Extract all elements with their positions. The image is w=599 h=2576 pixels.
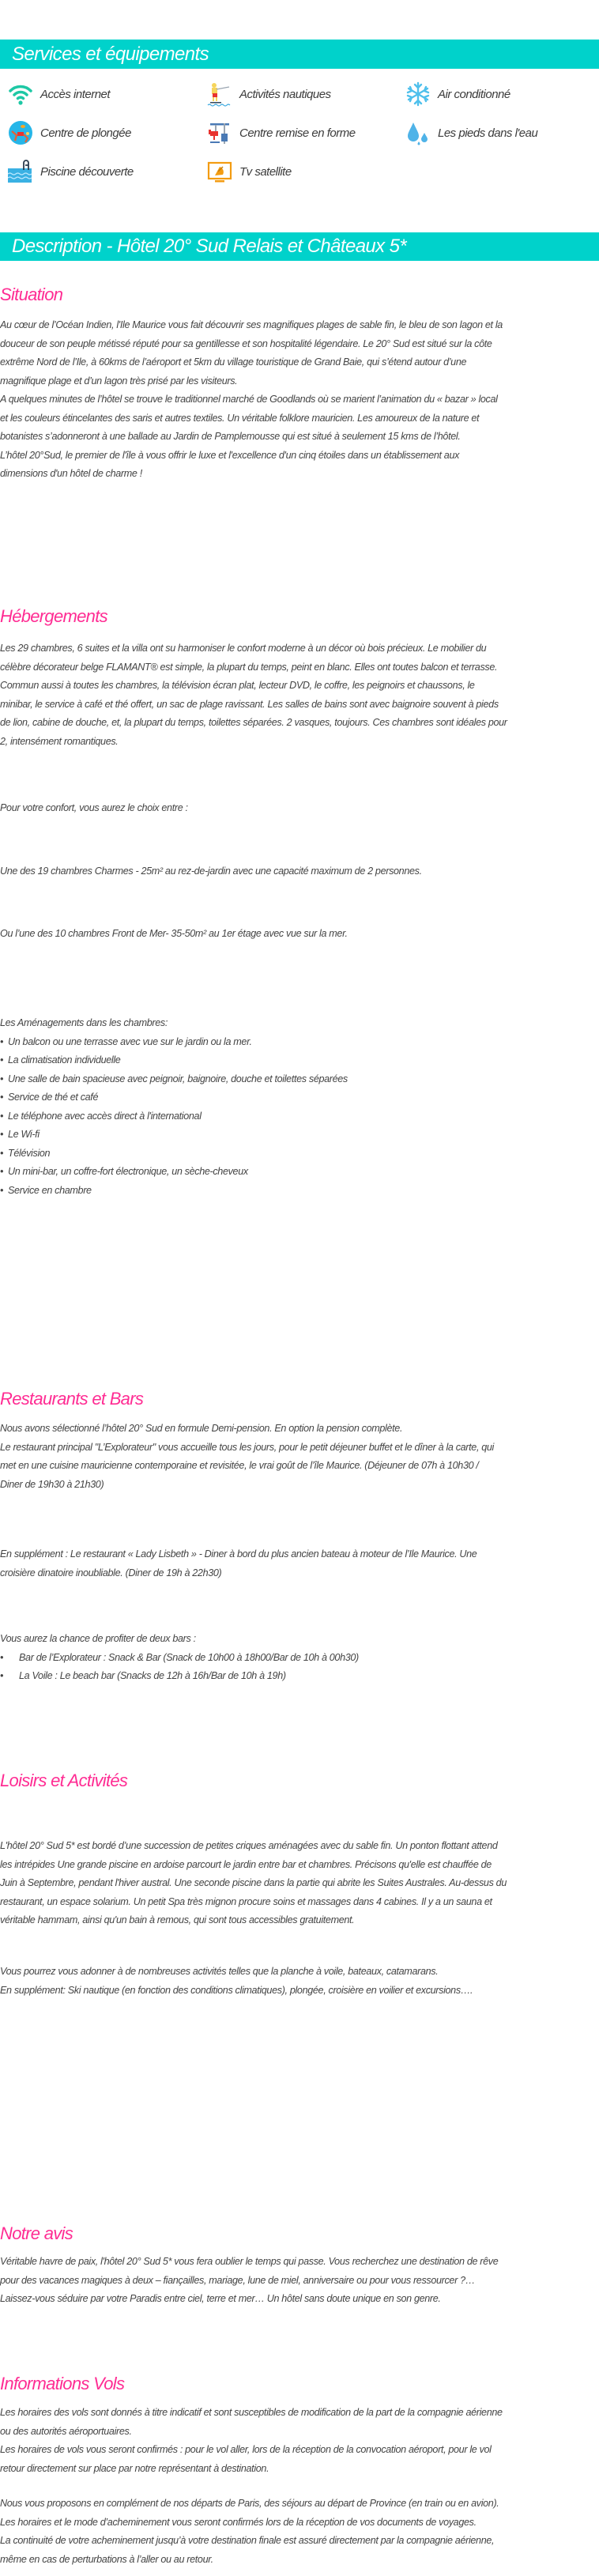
bullet-icon: • xyxy=(0,1054,4,1065)
loisirs-heading: Loisirs et Activités xyxy=(0,1771,128,1790)
bullet-icon: • xyxy=(0,1092,4,1103)
pool-icon xyxy=(8,159,33,184)
service-item-fitness xyxy=(207,120,356,145)
text-line: restaurant, un espace solarium. Un petit Spa très mignon procure soins et massages dans 4 cabines. Il y a un sauna et xyxy=(0,1895,492,1907)
text-line: et les couleurs étincelantes des saris et autres textiles. Un véritable folklore mauricien. Les amoureux de la nature et xyxy=(0,412,480,424)
text-line: En supplément: Ski nautique (en fonction des conditions climatiques), plongée, croisière en voilier et excursions…. xyxy=(0,1984,473,1996)
service-item-piscine xyxy=(8,159,134,184)
text-line: Les 29 chambres, 6 suites et la villa ont su harmoniser le confort moderne à un décor où bois précieux. Le mobilier du xyxy=(0,643,487,654)
text-line: ou des autorités aéroportuaires. xyxy=(0,2425,132,2437)
text-line: La continuité de votre acheminement jusqu’à votre destination finale est assuré directement par la compagnie aérienne, xyxy=(0,2535,495,2546)
services-header: Services et équipements xyxy=(0,40,599,69)
bullet-icon: • xyxy=(0,1147,4,1159)
bars-block xyxy=(0,1630,599,1686)
vols-text-a xyxy=(0,2404,599,2478)
bullet-icon: • xyxy=(0,1073,4,1084)
text-line: Juin à Septembre, pendant l'hiver austral. Une seconde piscine dans la partie qui abrite les Suites Australes. Au-dessus du xyxy=(0,1877,507,1888)
bars-intro: Vous aurez la chance de profiter de deux bars : xyxy=(0,1633,196,1644)
service-label: Centre de plongée xyxy=(40,126,131,140)
list-item: • Le téléphone avec accès direct à l'international xyxy=(0,1107,599,1126)
restaurants-heading: Restaurants et Bars xyxy=(0,1389,144,1409)
list-item: • La Voile : Le beach bar (Snacks de 12h à 16h/Bar de 10h à 19h) xyxy=(0,1667,599,1686)
list-item: • Un balcon ou une terrasse avec vue sur le jardin ou la mer. xyxy=(0,1033,599,1052)
water-drops-icon xyxy=(405,120,431,145)
service-label: Air conditionné xyxy=(438,87,510,101)
loisirs-text xyxy=(0,1837,599,1930)
text-line: retour directement sur place par notre représentant à destination. xyxy=(0,2462,269,2474)
hebergements-text xyxy=(0,639,599,751)
list-item: • La climatisation individuelle xyxy=(0,1051,599,1070)
list-item: • Bar de l’Explorateur : Snack & Bar (Snack de 10h00 à 18h00/Bar de 10h à 00h30) xyxy=(0,1649,599,1668)
text-line: magnifique plage et d’un lagon très prisé par les visiteurs. xyxy=(0,375,238,387)
text-line: met en une cuisine mauricienne contemporaine et revisitée, le vrai goût de l’île Maurice. (Déjeuner de 07h à 10h30 / xyxy=(0,1460,479,1471)
text-line: Les horaires de vols vous seront confirmés : pour le vol aller, lors de la réception de la convocation aéroport, pour le vol xyxy=(0,2444,492,2455)
text-line: véritable hammam, ainsi qu'un bain à remous, qui sont tous accessibles gratuitement. xyxy=(0,1914,355,1925)
bullet-icon: • xyxy=(0,1110,4,1122)
avis-text xyxy=(0,2253,599,2309)
vols-text-b xyxy=(0,2495,599,2569)
text-line: 2, intensément romantiques. xyxy=(0,735,119,747)
situation-heading: Situation xyxy=(0,285,63,304)
bars-list xyxy=(0,1649,599,1686)
room-front-de-mer: Ou l’une des 10 chambres Front de Mer- 35-50m² au 1er étage avec vue sur la mer. xyxy=(0,928,348,939)
list-item: • Une salle de bain spacieuse avec peignoir, baignoire, douche et toilettes séparées xyxy=(0,1070,599,1089)
text-line: même en cas de perturbations à l’aller ou au retour. xyxy=(0,2553,213,2565)
text-line: Laissez-vous séduire par votre Paradis entre ciel, terre et mer… Un hôtel sans doute unique en son genre. xyxy=(0,2293,441,2304)
text-line: L'hôtel 20° Sud 5* est bordé d’une succession de petites criques aménagées avec du sable fin. Un ponton flottant attend xyxy=(0,1840,498,1851)
text-line: célèbre décorateur belge FLAMANT® est simple, la plupart du temps, peint en blanc. Elles ont toutes balcon et terrasse. xyxy=(0,661,498,673)
text-line: Nous vous proposons en complément de nos départs de Paris, des séjours au départ de Province (en train ou en avion). xyxy=(0,2498,499,2509)
restaurants-supplement xyxy=(0,1545,599,1582)
description-header: Description - Hôtel 20° Sud Relais et Châteaux 5* xyxy=(0,232,599,261)
text-line: Les horaires et le mode d’acheminement vous seront confirmés lors de la réception de vos documents de voyages. xyxy=(0,2516,477,2528)
restaurants-text xyxy=(0,1420,599,1494)
service-item-internet xyxy=(8,81,110,107)
service-item-nautiques xyxy=(207,81,331,107)
snowflake-icon xyxy=(405,81,431,107)
diver-icon xyxy=(8,120,33,145)
text-line: Commun aussi à toutes les chambres, la télévision écran plat, lecteur DVD, le coffre, les peignoirs et chaussons, le xyxy=(0,680,475,691)
text-line: les intrépides Une grande piscine en ardoise parcourt le jardin entre bar et chambres. Précisons qu'elle est chauffée de xyxy=(0,1858,492,1870)
water-ski-icon xyxy=(207,81,232,107)
amenities-title: Les Aménagements dans les chambres: xyxy=(0,1017,168,1028)
bullet-icon: • xyxy=(0,1184,4,1196)
bullet-icon: • xyxy=(0,1166,4,1177)
satellite-tv-icon xyxy=(207,159,232,184)
text-line: Véritable havre de paix, l'hôtel 20° Sud 5* vous fera oublier le temps qui passe. Vous recherchez une destination de rêve xyxy=(0,2256,499,2267)
list-item: • Service en chambre xyxy=(0,1182,599,1201)
service-label: Tv satellite xyxy=(239,164,292,179)
list-item: • Service de thé et café xyxy=(0,1088,599,1107)
service-label: Accès internet xyxy=(40,87,111,101)
text-line: de lion, cabine de douche, et, la plupart du temps, toilettes séparées. 2 vasques, toujours. Ces chambres sont idéales pour xyxy=(0,717,507,728)
list-item: • Un mini-bar, un coffre-fort électronique, un sèche-cheveux xyxy=(0,1163,599,1182)
text-line: extrême Nord de l’Ile, à 60kms de l’aéroport et 5km du village touristique de Grand Baie, qui s’étend autour d’une xyxy=(0,356,467,368)
loisirs-activities xyxy=(0,1963,599,2000)
service-item-tv-satellite xyxy=(207,159,292,184)
text-line: croisière dinatoire inoubliable. (Diner de 19h à 22h30) xyxy=(0,1567,222,1578)
text-line: Les horaires des vols sont donnés à titre indicatif et sont susceptibles de modification de la part de la compagnie aérienne xyxy=(0,2407,503,2418)
text-line: pour des vacances magiques à deux – fiançailles, mariage, lune de miel, anniversaire ou pour vous ressourcer ?… xyxy=(0,2274,475,2286)
text-line: botanistes s’adonneront à une ballade au Jardin de Pamplemousse qui est situé à seulement 15 kms de l’hôtel. xyxy=(0,431,461,442)
text-line: Le restaurant principal "L’Explorateur" vous accueille tous les jours, pour le petit déjeuner buffet et le dîner à la carte, qui xyxy=(0,1441,495,1453)
text-line: Au cœur de l’Océan Indien, l'Ile Maurice vous fait découvrir ses magnifiques plages de sable fin, le bleu de son lagon et la xyxy=(0,319,503,330)
text-line: Diner de 19h30 à 21h30) xyxy=(0,1478,104,1490)
service-label: Activités nautiques xyxy=(239,87,331,101)
text-line: Nous avons sélectionné l’hôtel 20° Sud en formule Demi-pension. En option la pension complète. xyxy=(0,1423,403,1434)
text-line: douceur de son peuple métissé réputé pour sa gentillesse et son hospitalité légendaire. Le 20° Sud est situé sur la côte xyxy=(0,338,492,349)
text-line: En supplément : Le restaurant « Lady Lisbeth » - Diner à bord du plus ancien bateau à moteur de l’Ile Maurice. Une xyxy=(0,1548,477,1560)
text-line: A quelques minutes de l’hôtel se trouve le traditionnel marché de Goodlands où se marient l’animation du « bazar » local xyxy=(0,394,498,405)
bullet-icon: • xyxy=(0,1129,4,1140)
list-item: • Le Wi-fi xyxy=(0,1126,599,1145)
service-item-air-conditionne xyxy=(405,81,510,107)
bullet-icon: • xyxy=(0,1670,4,1681)
text-line: minibar, le service à café et thé offert, un sac de plage ravissant. Les salles de bains sont avec baignoire souvent à pieds xyxy=(0,698,499,710)
hebergements-heading: Hébergements xyxy=(0,606,107,626)
amenities-block xyxy=(0,1014,599,1200)
situation-text xyxy=(0,316,599,484)
bullet-icon: • xyxy=(0,1035,4,1047)
service-label: Centre remise en forme xyxy=(239,126,356,140)
text-line: Vous pourrez vous adonner à de nombreuses activités telles que la planche à voile, bateaux, catamarans. xyxy=(0,1966,439,1977)
vols-heading: Informations Vols xyxy=(0,2374,125,2393)
choice-intro: Pour votre confort, vous aurez le choix entre : xyxy=(0,802,188,813)
service-label: Piscine découverte xyxy=(40,164,134,179)
list-item: • Télévision xyxy=(0,1145,599,1164)
room-charmes: Une des 19 chambres Charmes - 25m² au rez-de-jardin avec une capacité maximum de 2 personnes. xyxy=(0,866,422,877)
avis-heading: Notre avis xyxy=(0,2223,73,2243)
text-line: dimensions d'un hôtel de charme ! xyxy=(0,468,142,479)
bullet-icon: • xyxy=(0,1651,4,1663)
service-item-pieds-dans-eau xyxy=(405,120,537,145)
service-item-plongee xyxy=(8,120,131,145)
text-line: L’hôtel 20°Sud, le premier de l'île à vous offrir le luxe et l'excellence d'un cinq étoiles dans un établissement aux xyxy=(0,449,460,461)
fitness-machine-icon xyxy=(207,120,232,145)
service-label: Les pieds dans l'eau xyxy=(438,126,538,140)
amenities-list xyxy=(0,1033,599,1201)
wifi-icon xyxy=(8,81,33,107)
